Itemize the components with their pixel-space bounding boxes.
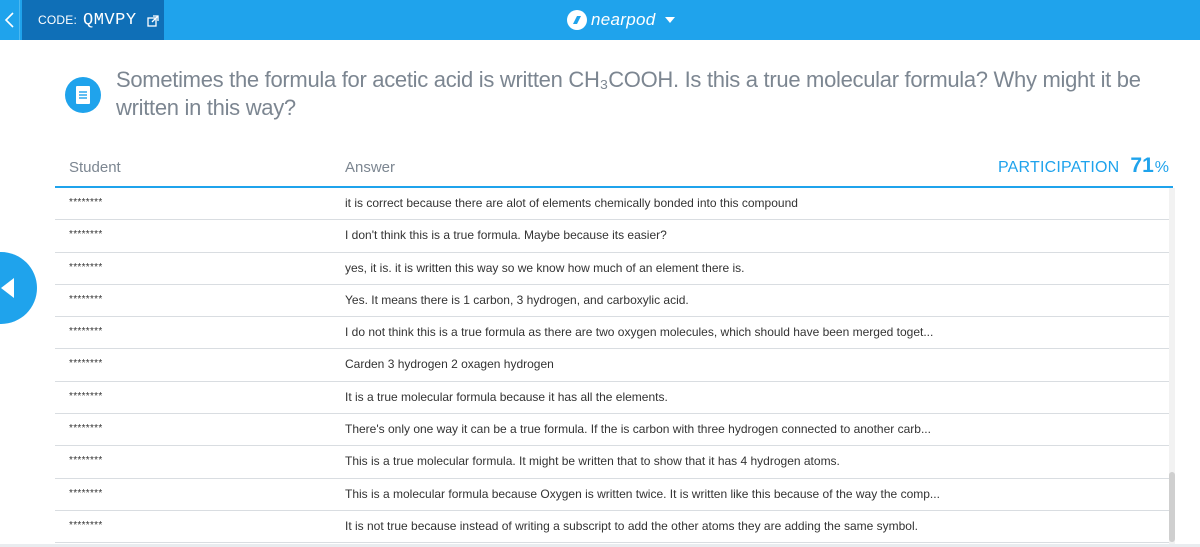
answer-text: It is a true molecular formula because it has all the elements. xyxy=(345,389,668,404)
table-row[interactable] xyxy=(55,511,1169,543)
table-row[interactable] xyxy=(55,382,1169,414)
scrollbar[interactable] xyxy=(1169,188,1175,547)
table-header xyxy=(55,150,1173,188)
table-row[interactable] xyxy=(55,446,1169,478)
student-name: ******** xyxy=(69,326,103,338)
answer-text: Carden 3 hydrogen 2 oxagen hydrogen xyxy=(345,357,554,372)
student-name: ******** xyxy=(69,197,103,208)
student-name: ******** xyxy=(69,358,103,370)
answer-column-header: Answer xyxy=(345,159,396,176)
previous-slide-icon xyxy=(1,278,14,298)
table-row[interactable] xyxy=(55,317,1169,349)
back-button[interactable] xyxy=(0,0,20,40)
nearpod-logo-icon xyxy=(567,10,587,30)
answer-text: it is correct because there are alot of elements chemically bonded into this compound xyxy=(345,196,798,210)
answer-text: I don't think this is a true formula. Maybe because its easier? xyxy=(345,228,667,243)
student-column-header: Student xyxy=(69,159,121,176)
student-name: ******** xyxy=(69,487,103,499)
code-value: QMVPY xyxy=(83,10,137,30)
answer-text: Yes. It means there is 1 carbon, 3 hydrogen, and carboxylic acid. xyxy=(345,292,689,307)
answer-text: yes, it is. it is written this way so we know how much of an element there is. xyxy=(345,260,745,275)
answer-text: It is not true because instead of writing a subscript to add the other atoms they are adding the same symbol. xyxy=(345,518,918,533)
answer-text: This is a molecular formula because Oxygen is written twice. It is written like this because of the way the comp... xyxy=(345,486,940,501)
answer-text: There's only one way it can be a true formula. If the is carbon with three hydrogen connected to another carb... xyxy=(345,422,931,437)
participation-unit: % xyxy=(1154,159,1169,176)
top-bar xyxy=(0,0,1200,40)
participation xyxy=(998,154,1169,178)
brand-name: nearpod xyxy=(591,10,656,29)
student-name: ******** xyxy=(69,293,103,305)
code-label: CODE: xyxy=(38,13,78,27)
student-name: ******** xyxy=(69,455,103,467)
join-code-box[interactable] xyxy=(22,0,164,40)
question-text: Sometimes the formula for acetic acid is written CH₃COOH. Is this a true molecular formula? Why might it be written in this way? xyxy=(116,67,1141,120)
document-icon xyxy=(65,77,101,113)
answers-list[interactable] xyxy=(55,188,1169,547)
student-name: ******** xyxy=(69,390,103,402)
answer-text: This is a true molecular formula. It might be written that to show that it has 4 hydrogen atoms. xyxy=(345,454,840,469)
student-name: ******** xyxy=(69,519,103,531)
table-row[interactable] xyxy=(55,285,1169,317)
student-name: ******** xyxy=(69,423,103,435)
student-name: ******** xyxy=(69,261,103,273)
scrollbar-thumb[interactable] xyxy=(1169,472,1175,542)
chevron-left-icon xyxy=(4,12,16,28)
table-row[interactable] xyxy=(55,479,1169,511)
table-row[interactable] xyxy=(55,414,1169,446)
table-row[interactable] xyxy=(55,220,1169,252)
table-row[interactable] xyxy=(55,253,1169,285)
nearpod-logo-menu[interactable] xyxy=(567,8,675,32)
answer-text: I do not think this is a true formula as there are two oxygen molecules, which should have been merged toget... xyxy=(345,325,934,340)
participation-value: 71 xyxy=(1130,154,1154,177)
table-row[interactable] xyxy=(55,349,1169,381)
table-row[interactable] xyxy=(55,188,1169,220)
previous-slide-button[interactable] xyxy=(0,252,37,324)
external-link-icon[interactable] xyxy=(147,14,159,26)
student-name: ******** xyxy=(69,229,103,241)
participation-label: PARTICIPATION xyxy=(997,159,1120,176)
caret-down-icon xyxy=(665,17,675,23)
